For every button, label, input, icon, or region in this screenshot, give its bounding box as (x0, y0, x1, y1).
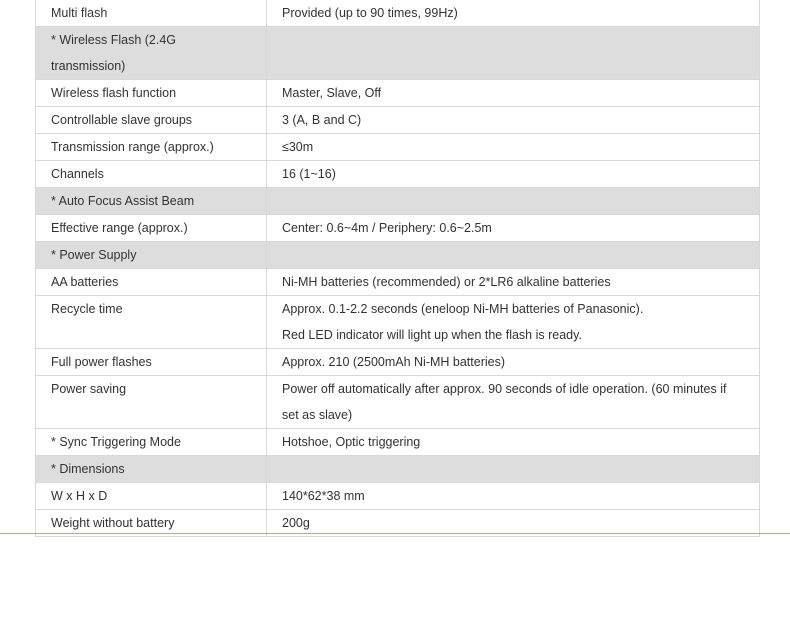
spec-value-line: set as slave) (282, 408, 353, 422)
spec-value (267, 80, 760, 107)
table-row (36, 80, 760, 107)
spec-value-line: Approx. 0.1-2.2 seconds (eneloop Ni-MH batteries of Panasonic). (282, 302, 644, 316)
spec-label: Multi flash (36, 0, 267, 27)
table-row (36, 161, 760, 188)
spec-value-line: Ni-MH batteries (recommended) or 2*LR6 alkaline batteries (282, 275, 611, 289)
spec-label: Transmission range (approx.) (36, 134, 267, 161)
table-row (36, 349, 760, 376)
spec-label: Full power flashes (36, 349, 267, 376)
table-row (36, 376, 760, 429)
table-row (36, 483, 760, 510)
table-row (36, 429, 760, 456)
spec-value (267, 296, 760, 349)
spec-value (267, 269, 760, 296)
spec-label: Recycle time (36, 296, 267, 349)
spec-value-line: Red LED indicator will light up when the flash is ready. (282, 328, 582, 342)
section-title: * Dimensions (36, 456, 267, 483)
spec-value-line: Power off automatically after approx. 90 seconds of idle operation. (60 minutes if (282, 382, 727, 396)
spec-table-body (36, 0, 760, 537)
spec-label: Controllable slave groups (36, 107, 267, 134)
table-row (36, 134, 760, 161)
spec-value (267, 483, 760, 510)
spec-value (267, 349, 760, 376)
spec-value-line: 200g (282, 516, 310, 530)
spec-value (267, 134, 760, 161)
spec-value (267, 429, 760, 456)
table-row (36, 0, 760, 27)
table-row (36, 107, 760, 134)
section-header-row (36, 456, 760, 483)
spec-value (267, 27, 760, 80)
section-header-row (36, 242, 760, 269)
spec-value (267, 456, 760, 483)
section-header-row (36, 188, 760, 215)
section-title: * Power Supply (36, 242, 267, 269)
table-row (36, 296, 760, 349)
spec-value (267, 161, 760, 188)
spec-value (267, 188, 760, 215)
spec-value-line: Master, Slave, Off (282, 86, 382, 100)
spec-value-line: Provided (up to 90 times, 99Hz) (282, 6, 458, 20)
spec-value-line: Hotshoe, Optic triggering (282, 435, 421, 449)
spec-label: * Sync Triggering Mode (36, 429, 267, 456)
table-row (36, 215, 760, 242)
table-row (36, 269, 760, 296)
spec-value-line: Approx. 210 (2500mAh Ni-MH batteries) (282, 355, 506, 369)
spec-value (267, 215, 760, 242)
spec-label: AA batteries (36, 269, 267, 296)
section-header-row (36, 27, 760, 80)
spec-value-line: 16 (1~16) (282, 167, 336, 181)
spec-label: Weight without battery (36, 510, 267, 537)
spec-value-line: 140*62*38 mm (282, 489, 365, 503)
section-title: * Auto Focus Assist Beam (36, 188, 267, 215)
section-title: * Wireless Flash (2.4G transmission) (36, 27, 267, 80)
spec-value (267, 242, 760, 269)
spec-value (267, 376, 760, 429)
spec-value (267, 0, 760, 27)
spec-value (267, 107, 760, 134)
spec-label: Effective range (approx.) (36, 215, 267, 242)
spec-value-line: ≤30m (282, 140, 314, 154)
spec-value-line: Center: 0.6~4m / Periphery: 0.6~2.5m (282, 221, 492, 235)
spec-label: Power saving (36, 376, 267, 429)
footer-divider (0, 533, 790, 534)
spec-table (35, 0, 760, 537)
spec-label: Channels (36, 161, 267, 188)
spec-label: Wireless flash function (36, 80, 267, 107)
spec-value-line: 3 (A, B and C) (282, 113, 362, 127)
spec-label: W x H x D (36, 483, 267, 510)
